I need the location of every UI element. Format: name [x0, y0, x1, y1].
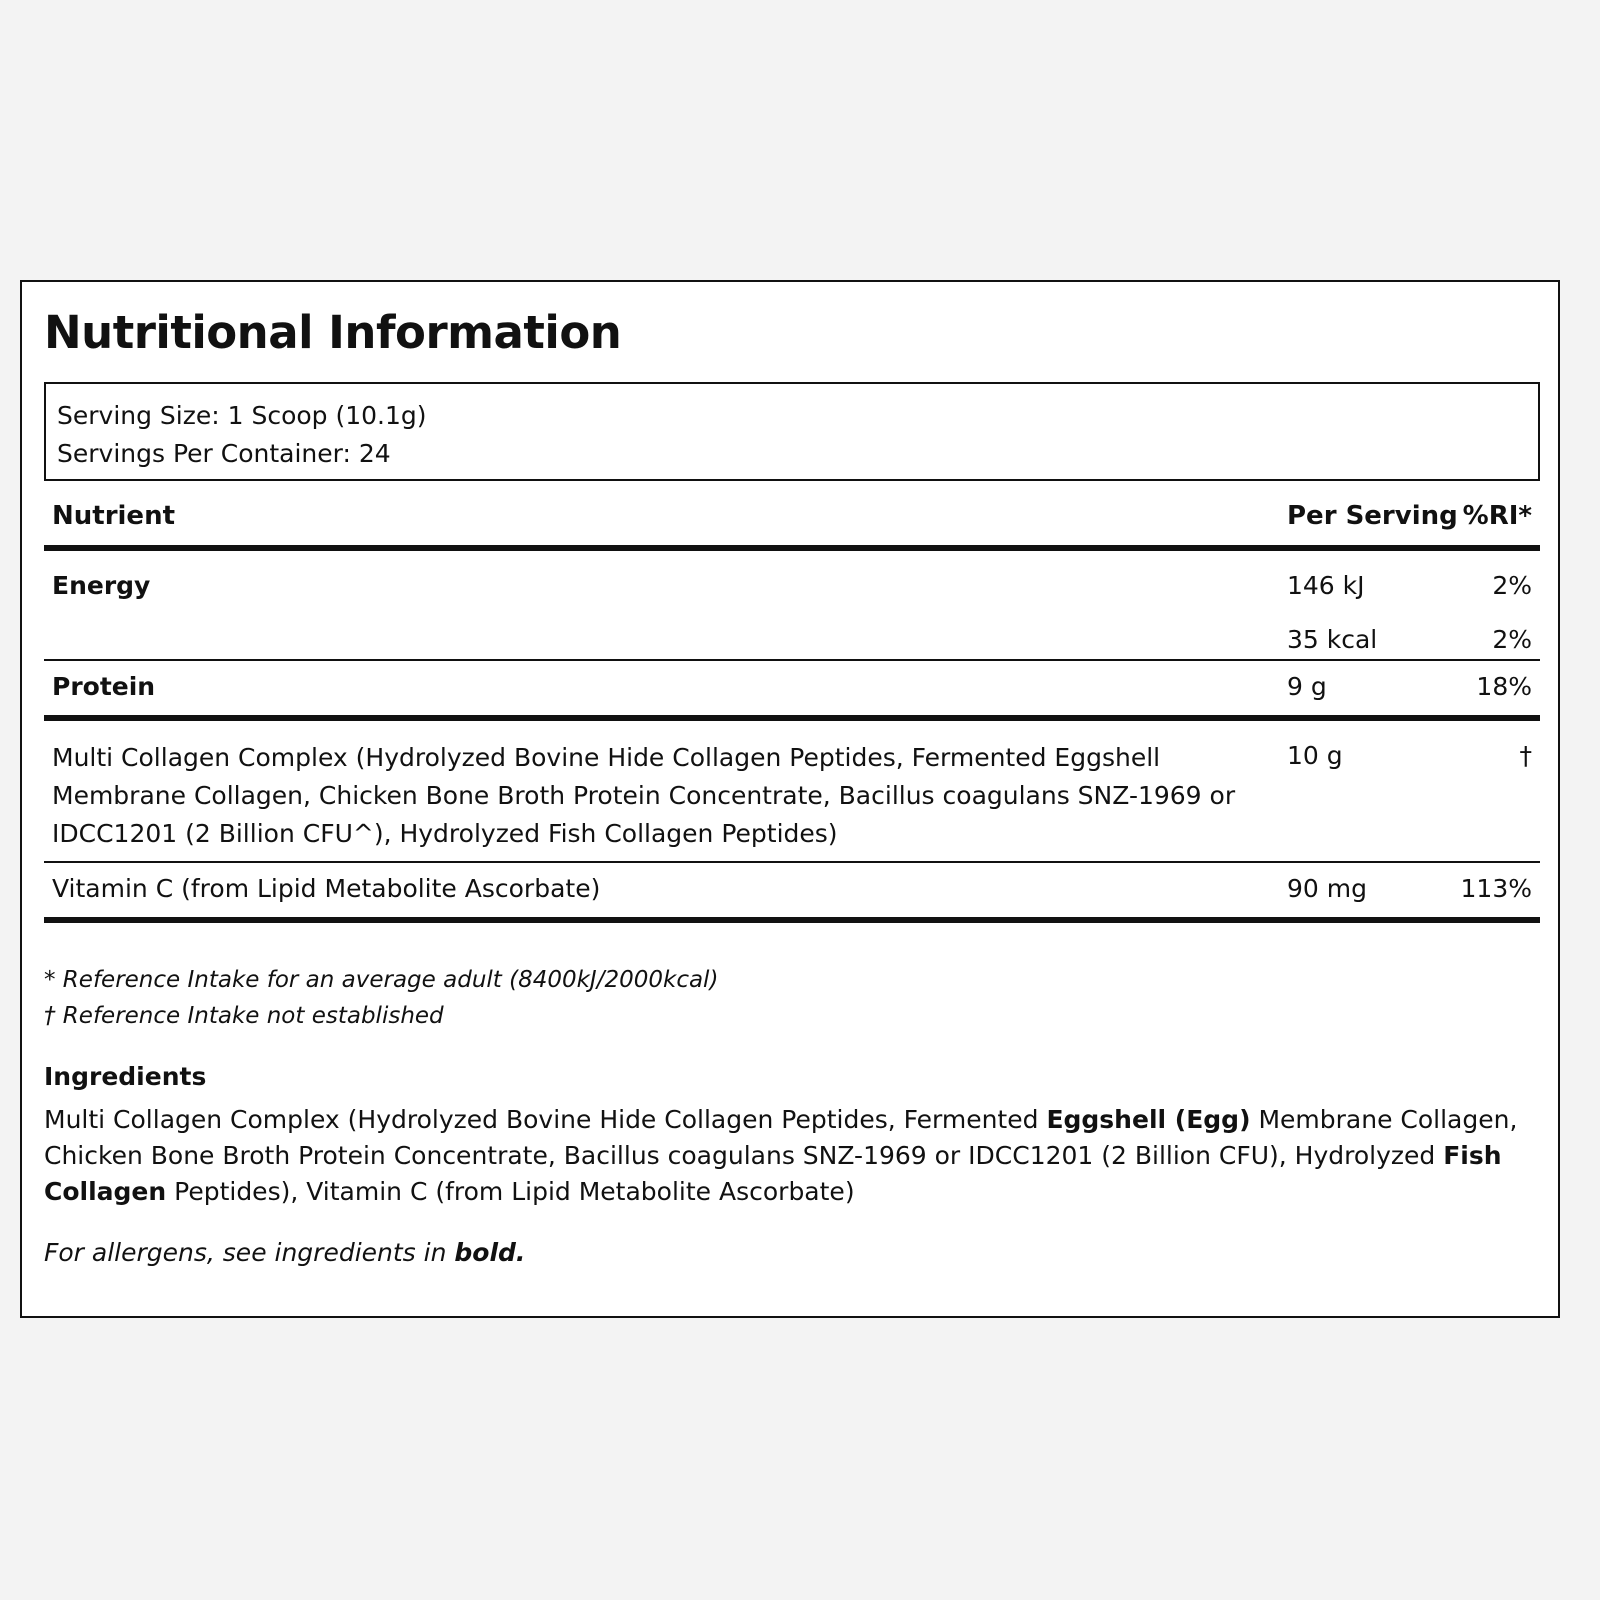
energy-kcal-ri: 2%: [1492, 625, 1532, 654]
nutrient-amount: 9 g: [1287, 672, 1327, 701]
nutrition-table: [44, 495, 1540, 923]
nutrient-ri: †: [1519, 741, 1532, 770]
servings-per-container: Servings Per Container: 24: [57, 439, 391, 468]
energy-kcal: 35 kcal: [1287, 625, 1378, 654]
footnote-reference-intake: * Reference Intake for an average adult (8400kJ/2000kcal): [44, 967, 719, 993]
energy-kj-ri: 2%: [1492, 571, 1532, 600]
nutrient-ri: 113%: [1460, 874, 1532, 903]
nutrient-name: Multi Collagen Complex (Hydrolyzed Bovine Hide Collagen Peptides, Fermented Eggshell Membrane Collagen, Chicken Bone Broth Protein Concentrate, Bacillus coagulans SNZ-1969 or IDCC1201 (2 Billion CFU^), Hydrolyzed Fish Collagen Peptides): [52, 743, 1236, 848]
nutrient-ri: 18%: [1476, 672, 1532, 701]
ingredients-text: [44, 1102, 1540, 1210]
page-title: Nutritional Information: [44, 306, 622, 359]
ingredients-part: Multi Collagen Complex (Hydrolyzed Bovine Hide Collagen Peptides, Fermented: [44, 1105, 1047, 1134]
footnote-not-established: † Reference Intake not established: [44, 1003, 444, 1029]
energy-kj: 146 kJ: [1287, 571, 1365, 600]
ingredients-part: Peptides), Vitamin C (from Lipid Metabolite Ascorbate): [166, 1177, 855, 1206]
header-nutrient: Nutrient: [52, 501, 176, 531]
ingredients-heading: Ingredients: [44, 1062, 207, 1091]
allergen-note: [44, 1238, 525, 1267]
table-header: [44, 495, 1540, 551]
footnotes: [44, 962, 718, 1034]
table-row-vitamin-c: [44, 863, 1540, 923]
serving-info-box: [44, 382, 1540, 481]
nutrient-name: Energy: [52, 571, 151, 600]
allergen-fish: Fish Collagen: [44, 1141, 1502, 1206]
table-row-protein: [44, 661, 1540, 721]
nutrient-amount: 10 g: [1287, 741, 1343, 770]
nutrition-panel: [20, 280, 1560, 1318]
allergen-egg: Eggshell (Egg): [1046, 1105, 1251, 1134]
nutrient-name: Protein: [52, 672, 156, 701]
ingredients-part: Membrane Collagen, Chicken Bone Broth Protein Concentrate, Bacillus coagulans SNZ-1969 or IDCC1201 (2 Billion CFU), Hydrolyzed: [44, 1105, 1518, 1170]
nutrient-amount: 90 mg: [1287, 874, 1367, 903]
nutrient-name: Vitamin C (from Lipid Metabolite Ascorbate): [52, 874, 601, 903]
allergen-note-prefix: For allergens, see ingredients in: [44, 1238, 455, 1267]
table-row-energy: [44, 551, 1540, 661]
table-row-collagen: [44, 721, 1540, 863]
serving-size: Serving Size: 1 Scoop (10.1g): [57, 401, 427, 430]
header-ri: %RI*: [1462, 501, 1532, 531]
header-per-serving: Per Serving: [1287, 501, 1458, 531]
allergen-note-bold: bold.: [454, 1238, 526, 1267]
